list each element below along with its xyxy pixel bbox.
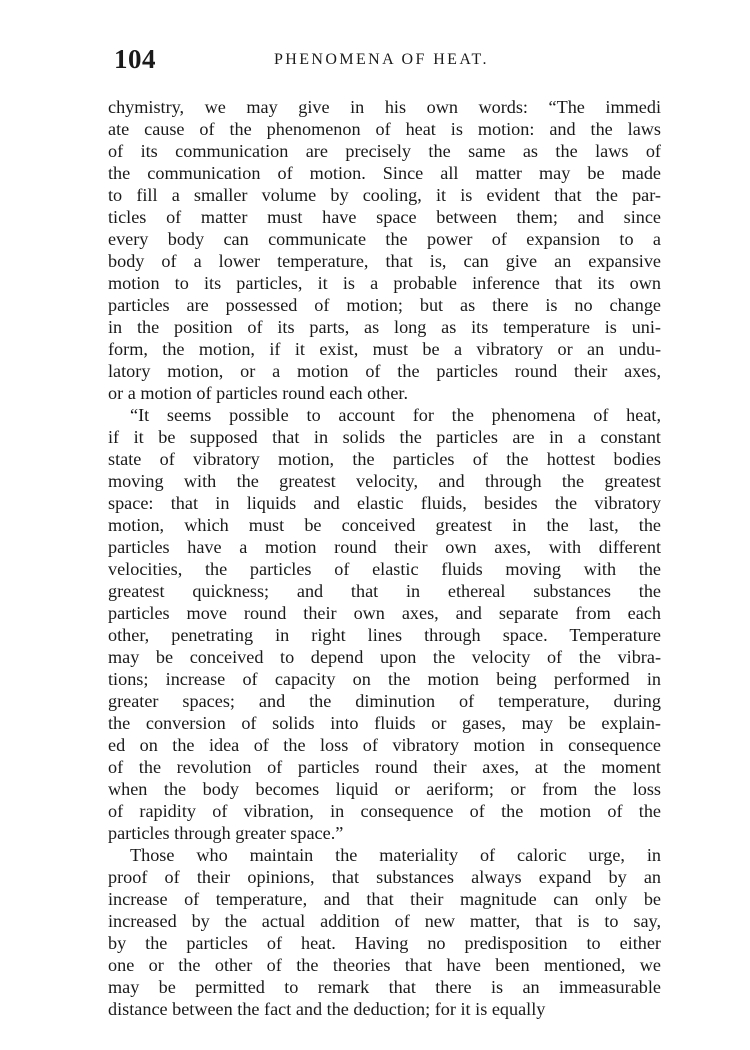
text-line: Those who maintain the materiality of caloric urge, in — [130, 845, 661, 865]
paragraph — [108, 404, 661, 844]
text-line: the communication of motion. Since all matter may be made — [108, 163, 661, 183]
text-line: particles have a motion round their own axes, with different — [108, 537, 661, 557]
text-line: if it be supposed that in solids the particles are in a constant — [108, 427, 661, 447]
text-line: greater spaces; and the diminution of temperature, during — [108, 691, 661, 711]
page-header — [114, 44, 654, 84]
text-line: space: that in liquids and elastic fluids, besides the vibratory — [108, 493, 661, 513]
paragraph — [108, 96, 661, 404]
text-line: body of a lower temperature, that is, can give an expansive — [108, 251, 661, 271]
text-line: of the revolution of particles round their axes, at the moment — [108, 757, 661, 777]
text-line: particles are possessed of motion; but as there is no change — [108, 295, 661, 315]
text-line: proof of their opinions, that substances always expand by an — [108, 867, 661, 887]
text-line: moving with the greatest velocity, and through the greatest — [108, 471, 661, 491]
text-line: chymistry, we may give in his own words: “The immedi — [108, 97, 661, 117]
text-line: velocities, the particles of elastic fluids moving with the — [108, 559, 661, 579]
text-line: may be permitted to remark that there is an immeasurable — [108, 977, 661, 997]
text-line: ed on the idea of the loss of vibratory motion in consequence — [108, 735, 661, 755]
page-number: 104 — [114, 44, 156, 74]
text-line: tions; increase of capacity on the motion being performed in — [108, 669, 661, 689]
text-line: when the body becomes liquid or aeriform; or from the loss — [108, 779, 661, 799]
text-line: may be conceived to depend upon the velocity of the vibra- — [108, 647, 661, 667]
text-line: of its communication are precisely the same as the laws of — [108, 141, 661, 161]
text-line: increased by the actual addition of new matter, that is to say, — [108, 911, 661, 931]
text-line: of rapidity of vibration, in consequence of the motion of the — [108, 801, 661, 821]
text-line: particles move round their own axes, and separate from each — [108, 603, 661, 623]
paragraph — [108, 844, 661, 1020]
text-line: motion to its particles, it is a probable inference that its own — [108, 273, 661, 293]
text-line: distance between the fact and the deduction; for it is equally — [108, 999, 546, 1019]
text-line: motion, which must be conceived greatest in the last, the — [108, 515, 661, 535]
text-line: by the particles of heat. Having no predisposition to either — [108, 933, 661, 953]
text-line: state of vibratory motion, the particles of the hottest bodies — [108, 449, 661, 469]
text-line: “It seems possible to account for the phenomena of heat, — [130, 405, 661, 425]
text-line: increase of temperature, and that their magnitude can only be — [108, 889, 661, 909]
text-line: particles through greater space.” — [108, 823, 344, 843]
text-line: ticles of matter must have space between them; and since — [108, 207, 661, 227]
text-line: the conversion of solids into fluids or gases, may be explain- — [108, 713, 661, 733]
text-line: other, penetrating in right lines through space. Temperature — [108, 625, 661, 645]
body-text — [108, 96, 661, 1020]
running-head: PHENOMENA OF HEAT. — [274, 51, 489, 68]
text-line: every body can communicate the power of expansion to a — [108, 229, 661, 249]
text-line: to fill a smaller volume by cooling, it is evident that the par- — [108, 185, 661, 205]
text-line: greatest quickness; and that in ethereal substances the — [108, 581, 661, 601]
text-line: form, the motion, if it exist, must be a vibratory or an undu- — [108, 339, 661, 359]
text-line: in the position of its parts, as long as its temperature is uni- — [108, 317, 661, 337]
text-line: or a motion of particles round each other. — [108, 383, 408, 403]
text-line: one or the other of the theories that have been mentioned, we — [108, 955, 661, 975]
text-line: latory motion, or a motion of the particles round their axes, — [108, 361, 661, 381]
text-line: ate cause of the phenomenon of heat is motion: and the laws — [108, 119, 661, 139]
